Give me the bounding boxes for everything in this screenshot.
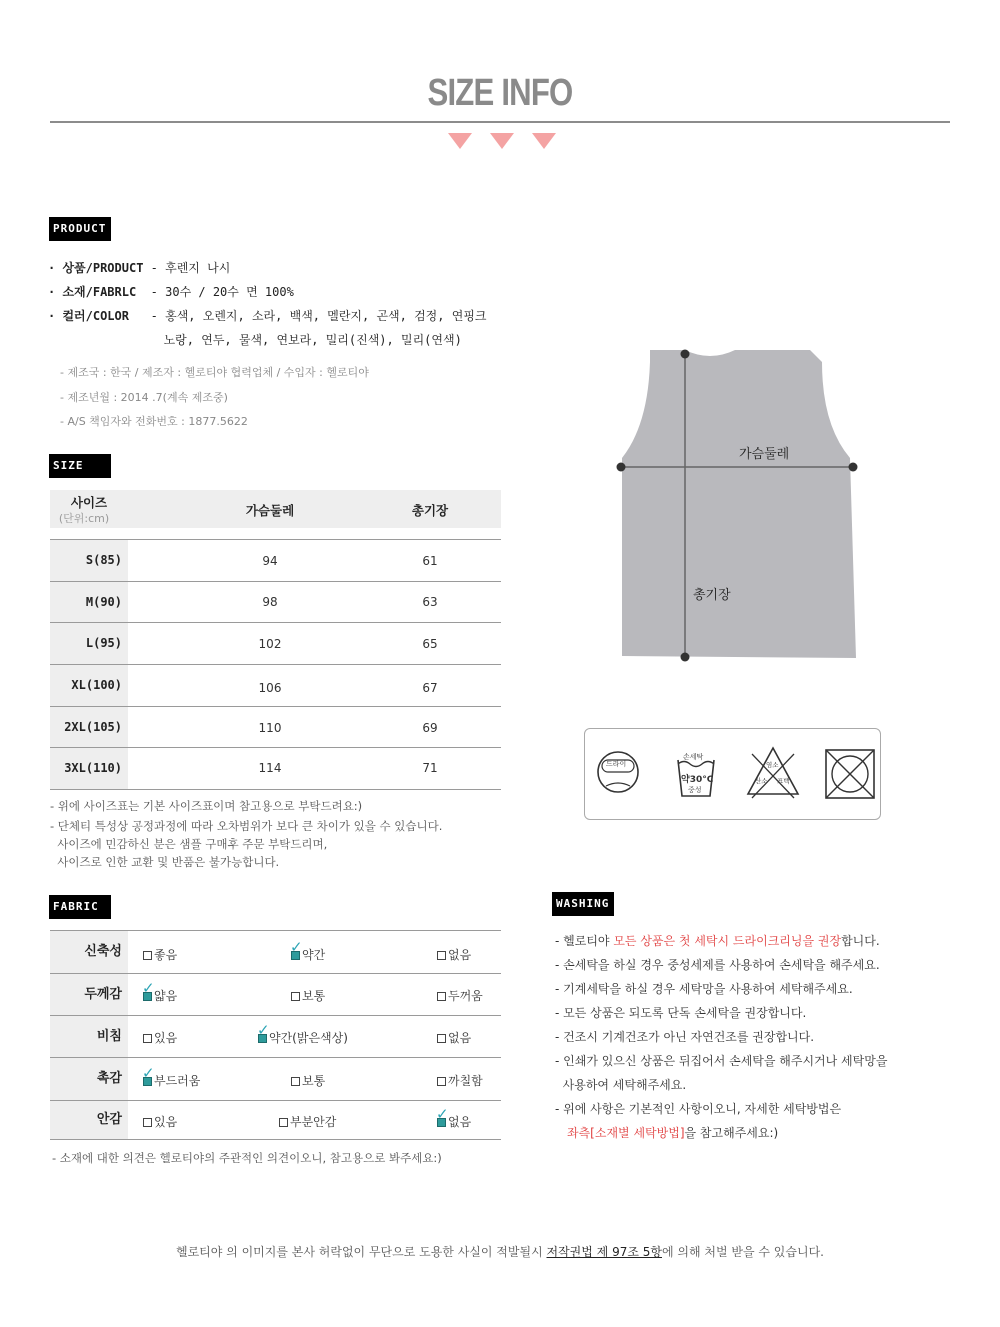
- checkbox-checked-icon[interactable]: [142, 979, 155, 1001]
- washing-line: - 손세탁을 하실 경우 중성세제를 사용하여 손세탁을 해주세요.: [555, 958, 880, 972]
- checkbox-icon[interactable]: [437, 992, 446, 1001]
- fabric-option[interactable]: 보통: [291, 1072, 325, 1089]
- size-note: 사이즈로 인한 교환 및 반품은 불가능합니다.: [50, 855, 280, 869]
- product-name-line: [48, 259, 230, 276]
- law-reference: 저작권법 제 97조 5항: [546, 1245, 662, 1259]
- fabric-option-checked[interactable]: ✓ 약간(밝은색상): [257, 1021, 348, 1045]
- fabric-option[interactable]: 있음: [143, 1113, 177, 1130]
- fabric-row-label: 비침: [50, 1016, 128, 1057]
- triangle-down-icon: [490, 133, 514, 149]
- check-mark-icon: ✓: [436, 1105, 449, 1123]
- washing-line: - 모든 상품은 되도록 단독 손세탁을 권장합니다.: [555, 1006, 807, 1020]
- measure-point: [681, 350, 690, 359]
- page-title: SIZE INFO: [427, 72, 573, 114]
- washing-section-tag: WASHING: [552, 892, 614, 916]
- size-length: 67: [422, 681, 438, 695]
- size-length: 65: [422, 637, 438, 651]
- product-fabric-line: [48, 283, 294, 300]
- size-header-size: 사이즈: [70, 495, 108, 510]
- washing-line: - 기계세탁을 하실 경우 세탁망을 사용하여 세탁해주세요.: [555, 982, 853, 996]
- length-label: 총기장: [693, 588, 731, 603]
- product-line-key: · 컬러/COLOR: [48, 309, 129, 323]
- size-chest: 106: [258, 681, 282, 695]
- hand-wash-temp: 약30°C: [681, 775, 714, 785]
- product-section-tag: PRODUCT: [49, 217, 111, 241]
- washing-line-1: - 헬로티야 모든 상품은 첫 세탁시 드라이크리닝을 권장합니다.: [555, 934, 880, 948]
- fabric-row-label: 두께감: [50, 974, 128, 1015]
- size-chest: 110: [258, 721, 282, 735]
- checkbox-icon[interactable]: [291, 992, 300, 1001]
- fabric-option[interactable]: 부분안감: [279, 1113, 336, 1130]
- checkbox-icon[interactable]: [437, 1077, 446, 1086]
- triangle-down-icon: [532, 133, 556, 149]
- product-color-line-2: [48, 331, 462, 348]
- size-header-length: 총기장: [411, 503, 449, 518]
- product-line-value: - 후렌지 나시: [143, 261, 231, 275]
- fabric-row-label: 안감: [50, 1101, 128, 1139]
- fabric-row-label: 촉감: [50, 1058, 128, 1100]
- product-color-line: [48, 307, 487, 324]
- check-mark-icon: ✓: [290, 938, 303, 956]
- size-header-chest: 가슴둘레: [245, 503, 295, 518]
- hand-wash-label: 손세탁: [683, 753, 704, 761]
- size-header-unit: (단위:cm): [58, 512, 110, 525]
- washing-line-last: 좌측[소재별 세탁방법]을 참고해주세요:): [567, 1126, 779, 1140]
- checkbox-checked-icon[interactable]: [290, 938, 303, 960]
- checkbox-icon[interactable]: [437, 951, 446, 960]
- fabric-option[interactable]: 까칠함: [437, 1072, 483, 1089]
- size-label: L(95): [50, 623, 128, 664]
- title-divider: [50, 121, 950, 123]
- washing-line: - 건조시 기계건조가 아닌 자연건조를 권장합니다.: [555, 1030, 815, 1044]
- fabric-option[interactable]: 없음: [437, 1029, 471, 1046]
- size-length: 63: [422, 595, 438, 609]
- fabric-option[interactable]: 두꺼움: [437, 987, 483, 1004]
- product-line-key: · 상품/PRODUCT: [48, 261, 144, 275]
- checkbox-icon[interactable]: [279, 1118, 288, 1127]
- chest-label: 가슴둘레: [739, 447, 790, 462]
- sleeveless-shirt-shape: [622, 350, 856, 658]
- fabric-option-checked[interactable]: ✓ 부드러움: [142, 1064, 201, 1088]
- measure-point: [849, 463, 858, 472]
- size-length: 71: [422, 761, 438, 775]
- fabric-row-label: 신축성: [50, 931, 128, 973]
- dry-clean-icon: [594, 744, 642, 800]
- fabric-option[interactable]: 없음: [437, 946, 471, 963]
- size-section-tag: SIZE: [49, 454, 111, 478]
- size-chest: 102: [258, 637, 282, 651]
- fabric-option[interactable]: 보통: [291, 987, 325, 1004]
- checkbox-checked-icon[interactable]: [142, 1064, 155, 1086]
- size-label: M(90): [50, 582, 128, 622]
- product-line-value: - 홍색, 오렌지, 소라, 백색, 멜란지, 곤색, 검정, 연핑크: [128, 309, 487, 323]
- checkbox-icon[interactable]: [143, 1118, 152, 1127]
- fabric-option[interactable]: 좋음: [143, 946, 177, 963]
- fabric-table-rule: [50, 1139, 501, 1140]
- fabric-section-tag: FABRIC: [49, 895, 111, 919]
- fabric-option-checked[interactable]: ✓ 약간: [290, 938, 326, 962]
- washing-line: - 위에 사항은 기본적인 사항이오니, 자세한 세탁방법은: [555, 1102, 842, 1116]
- measure-point: [681, 653, 690, 662]
- size-note: 사이즈에 민감하신 분은 샘플 구매후 주문 부탁드리며,: [50, 837, 328, 851]
- product-line-key: · 소재/FABRLC: [48, 285, 137, 299]
- no-bleach-icon: [744, 744, 802, 800]
- size-chest: 98: [262, 595, 278, 609]
- size-chest: 114: [258, 761, 282, 775]
- bleach-top-label: 염소: [766, 761, 779, 769]
- product-as-contact: - A/S 책임자와 전화번호 : 1877.5622: [60, 415, 248, 428]
- dry-clean-label: 드라이: [606, 760, 627, 768]
- product-date: - 제조년월 : 2014 .7(계속 제조중): [60, 391, 228, 404]
- bleach-right-label: 표백: [777, 777, 790, 785]
- size-label: XL(100): [50, 665, 128, 706]
- size-length: 61: [422, 554, 438, 568]
- checkbox-icon[interactable]: [437, 1034, 446, 1043]
- checkbox-checked-icon[interactable]: [257, 1021, 270, 1043]
- fabric-note: - 소재에 대한 의견은 헬로티야의 주관적인 의견이오니, 참고용으로 봐주세요:): [52, 1151, 442, 1165]
- checkbox-icon[interactable]: [143, 951, 152, 960]
- bleach-left-label: 산소: [755, 777, 768, 785]
- garment-diagram: [610, 340, 870, 670]
- hand-wash-neutral: 중성: [688, 786, 702, 794]
- no-tumble-dry-icon: [824, 748, 876, 800]
- checkbox-checked-icon[interactable]: [436, 1105, 449, 1127]
- checkbox-icon[interactable]: [143, 1034, 152, 1043]
- checkbox-icon[interactable]: [291, 1077, 300, 1086]
- fabric-option[interactable]: 있음: [143, 1029, 177, 1046]
- size-note: - 단체티 특성상 공정과정에 따라 오차범위가 보다 큰 차이가 있을 수 있습니다.: [50, 819, 443, 833]
- triangle-down-icon: [448, 133, 472, 149]
- product-line-value: 노랑, 연두, 물색, 연보라, 밀리(진색), 밀리(연색): [48, 333, 462, 347]
- size-label: 2XL(105): [50, 707, 128, 747]
- product-origin: - 제조국 : 한국 / 제조자 : 헬로티야 협력업체 / 수입자 : 헬로티야: [60, 366, 369, 379]
- copyright-footer: 헬로티야 의 이미지를 본사 허락없이 무단으로 도용한 사실이 적발될시 저작권법 제 97조 5항에 의해 처벌 받을 수 있습니다.: [175, 1245, 824, 1259]
- fabric-option-checked[interactable]: ✓ 얇음: [142, 979, 178, 1003]
- check-mark-icon: ✓: [142, 1064, 155, 1082]
- size-length: 69: [422, 721, 438, 735]
- measure-point: [617, 463, 626, 472]
- washing-line: - 인쇄가 있으신 상품은 뒤집어서 손세탁을 해주시거나 세탁망을: [555, 1054, 888, 1068]
- size-label: 3XL(110): [50, 748, 128, 789]
- washing-line: 사용하여 세탁해주세요.: [555, 1078, 687, 1092]
- product-line-value: - 30수 / 20수 면 100%: [136, 285, 294, 299]
- size-note: - 위에 사이즈표는 기본 사이즈표이며 참고용으로 부탁드려요:): [50, 799, 363, 813]
- fabric-option-checked[interactable]: ✓ 없음: [436, 1105, 472, 1129]
- size-table-rule: [50, 789, 501, 790]
- size-chest: 94: [262, 554, 278, 568]
- check-mark-icon: ✓: [142, 979, 155, 997]
- check-mark-icon: ✓: [257, 1021, 270, 1039]
- size-label: S(85): [50, 540, 128, 581]
